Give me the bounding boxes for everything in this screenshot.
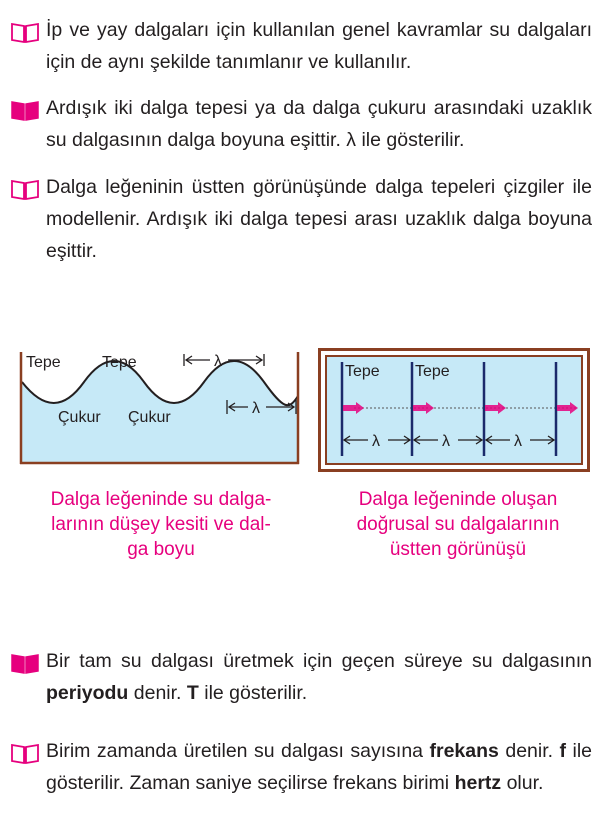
paragraph-1: İp ve yay dalgaları için kullanılan genel kavramlar su dalgaları için de aynı şekilde tanımlanır ve kullanılır. [46,19,592,73]
cukur-label-2: Çukur [128,409,171,426]
filled-book-icon [10,99,40,121]
lambda-label-crest: λ [214,353,222,370]
paragraph-3: Dalga leğeninin üstten görünüşünde dalga tepeleri çizgiler ile modellenir. Ardışık iki dalga tepesi arası uzaklık dalga boyuna eşittir. [46,176,592,262]
lambda-label-trough: λ [252,400,260,417]
tepe-label-1: Tepe [26,354,61,371]
open-book-icon [10,178,40,200]
symbol-T: T [186,682,199,704]
caption-line: ga boyu [127,539,195,560]
lambda-label-top-2: λ [442,433,450,450]
caption-line: Dalga leğeninde su dalga- [50,489,272,510]
right-figure-caption [322,487,594,562]
cukur-label-1: Çukur [58,409,101,426]
symbol-f: f [559,740,567,762]
filled-book-icon [10,652,40,674]
paragraph-2: Ardışık iki dalga tepesi ya da dalga çukuru arasındaki uzaklık su dalgasının dalga boyuna eşittir. λ ile gösterilir. [46,97,592,151]
top-view-figure [318,348,590,472]
lambda-label-top-1: λ [372,433,380,450]
tepe-label-top-1: Tepe [345,363,380,380]
lambda-label-top-3: λ [514,433,522,450]
paragraph-5: Birim zamanda üretilen su dalgası sayısına frekans denir. f ile gösterilir. Zaman saniye seçilirse frekans birimi hertz olur. [46,740,592,794]
cross-section-figure [14,340,304,472]
term-hertz: hertz [454,772,502,794]
term-frekans: frekans [429,740,499,762]
tepe-label-top-2: Tepe [415,363,450,380]
caption-line: larının düşey kesiti ve dal- [51,514,271,535]
paragraph-4: Bir tam su dalgası üretmek için geçen süreye su dalgasının periyodu denir. T ile gösterilir. [46,650,592,704]
tepe-label-2: Tepe [102,354,137,371]
open-book-icon [10,742,40,764]
caption-line: doğrusal su dalgalarının [356,514,560,535]
term-periyodu: periyodu [46,682,129,704]
caption-line: üstten görünüşü [389,539,527,560]
open-book-icon [10,21,40,43]
left-figure-caption [18,487,304,562]
caption-line: Dalga leğeninde oluşan [358,489,558,510]
